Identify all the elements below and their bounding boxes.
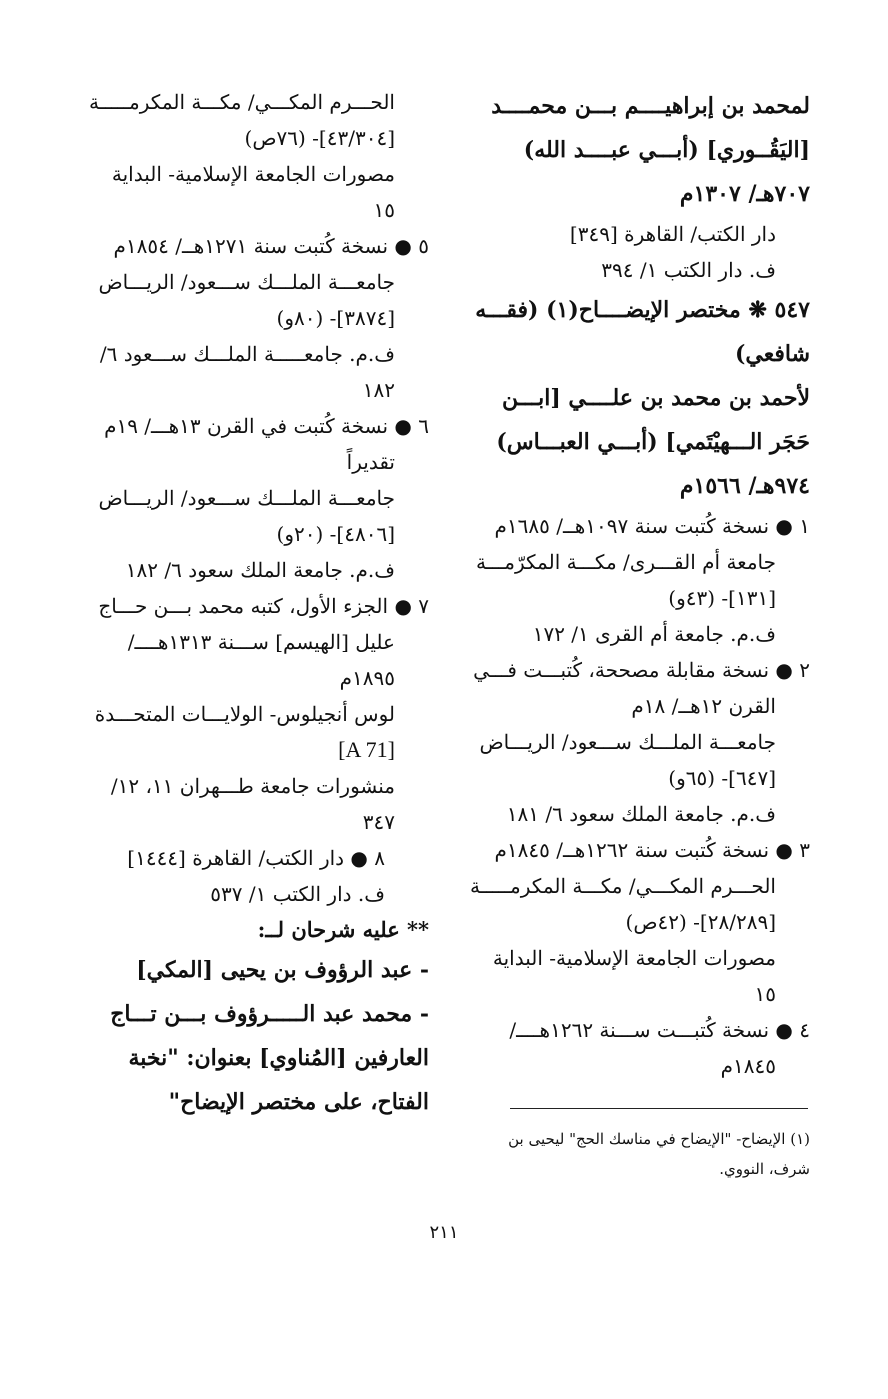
footnote-line-1: (١) الإيضاح- "الإيضاح في مناسك الحج" ليحيى بن [508, 1130, 810, 1148]
text-line: ٦ ● نسخة كُتبت في القرن ١٣هـــ/ ١٩م [104, 414, 429, 438]
text-line: ١٨٩٥م [339, 666, 395, 690]
page-number: ٢١١ [429, 1222, 459, 1243]
text-line: ف. دار الكتب ١/ ٥٣٧ [210, 882, 385, 906]
text-line: مصورات الجامعة الإسلامية- البداية [492, 946, 776, 970]
text-line: حَجَر الـــهيْتَمي] (أبـــي العبـــاس) [496, 429, 810, 455]
text-line: الحـــرم المكـــي/ مكـــة المكرمـــــة [89, 90, 395, 114]
text-line: جامعـــة الملـــك ســـعود/ الريـــاض [98, 270, 395, 294]
footnote-rule [510, 1108, 808, 1109]
text-line: جامعـــة الملـــك ســـعود/ الريـــاض [479, 730, 776, 754]
text-line: ف.م. جامعـــــة الملـــك ســـعود ٦/ [99, 342, 395, 366]
text-line: ١٨٢ [362, 378, 395, 402]
text-line: ٧٠٧هـ/ ١٣٠٧م [679, 181, 810, 207]
text-line: ف.م. جامعة أم القرى ١/ ١٧٢ [532, 622, 776, 646]
text-line: [٢٨/٢٨٩]- (٤٢ص) [625, 910, 776, 934]
footnote [470, 1124, 810, 1184]
text-line: ١ ● نسخة كُتبت سنة ١٠٩٧هــ/ ١٦٨٥م [494, 514, 810, 538]
text-line: ٥٤٧ ❋ مختصر الإيضــــاح(١) (فقـــه [475, 297, 810, 323]
text-line: [١٣١]- (٤٣و) [668, 586, 776, 610]
text-line: - محمد عبد الـــــرؤوف بـــن تـــاج [110, 1001, 429, 1027]
text-line: ١٥ [373, 198, 395, 222]
text-line: ٥ ● نسخة كُتبت سنة ١٢٧١هــ/ ١٨٥٤م [113, 234, 429, 258]
text-line: جامعـــة الملـــك ســـعود/ الريـــاض [98, 486, 395, 510]
footnote-line-2: شرف، النووي. [719, 1160, 810, 1178]
text-line: [A 71] [338, 737, 395, 762]
text-line: ٣ ● نسخة كُتبت سنة ١٢٦٢هــ/ ١٨٤٥م [494, 838, 810, 862]
text-line: [٦٤٧]- (٦٥و) [668, 766, 776, 790]
text-line: الحـــرم المكـــي/ مكـــة المكرمـــــة [470, 874, 776, 898]
text-line: [٤٣/٣٠٤]- (٧٦ص) [244, 126, 395, 150]
text-line: جامعة أم القـــرى/ مكـــة المكرّمـــة [475, 550, 776, 574]
text-line: ف. دار الكتب ١/ ٣٩٤ [601, 258, 776, 282]
text-line: [٤٨٠٦]- (٢٠و) [276, 522, 395, 546]
text-line: ٤ ● نسخة كُتبـــت ســـنة ١٢٦٢هــــ/ [509, 1018, 810, 1042]
text-line: دار الكتب/ القاهرة [٣٤٩] [569, 222, 776, 246]
text-line: لوس أنجيلوس- الولايـــات المتحـــدة [94, 702, 395, 726]
text-line: ف.م. جامعة الملك سعود ٦/ ١٨١ [506, 802, 776, 826]
text-line: ١٥ [754, 982, 776, 1006]
text-line: الفتاح، على مختصر الإيضاح" [168, 1089, 429, 1115]
text-line: مصورات الجامعة الإسلامية- البداية [111, 162, 395, 186]
text-line: ٧ ● الجزء الأول، كتبه محمد بـــن حـــاج [98, 594, 429, 618]
text-line: ١٨٤٥م [720, 1054, 776, 1078]
text-line: العارفين [المُناوي] بعنوان: "نخبة [128, 1045, 429, 1071]
text-line: منشورات جامعة طـــهران ١١، ١٢/ [110, 774, 395, 798]
text-line: شافعي) [734, 341, 810, 367]
right-column [470, 84, 810, 1084]
text-line: ٣٤٧ [362, 810, 395, 834]
text-line: [اليَقُــوري] (أبـــي عبــــد الله) [523, 137, 810, 163]
text-line: تقديراً [346, 450, 395, 474]
text-line: ٨ ● دار الكتب/ القاهرة [١٤٤٤] [127, 846, 385, 870]
text-line: ف.م. جامعة الملك سعود ٦/ ١٨٢ [125, 558, 395, 582]
text-line: ٢ ● نسخة مقابلة مصححة، كُتبـــت فـــي [473, 658, 810, 682]
text-line: - عبد الرؤوف بن يحيى [المكي] [136, 957, 429, 983]
text-line: عليل [الهيسم] ســـنة ١٣١٣هــــ/ [127, 630, 395, 654]
text-line: ** عليه شرحان لــ: [257, 917, 429, 942]
text-line: لمحمد بن إبراهيــــم بـــن محمــــد [491, 93, 810, 119]
text-line: [٣٨٧٤]- (٨٠و) [276, 306, 395, 330]
text-line: القرن ١٢هــ/ ١٨م [631, 694, 776, 718]
text-line: ٩٧٤هـ/ ١٥٦٦م [679, 473, 810, 499]
left-column [84, 84, 429, 1124]
text-line: لأحمد بن محمد بن علــــي [ابـــن [502, 385, 810, 411]
